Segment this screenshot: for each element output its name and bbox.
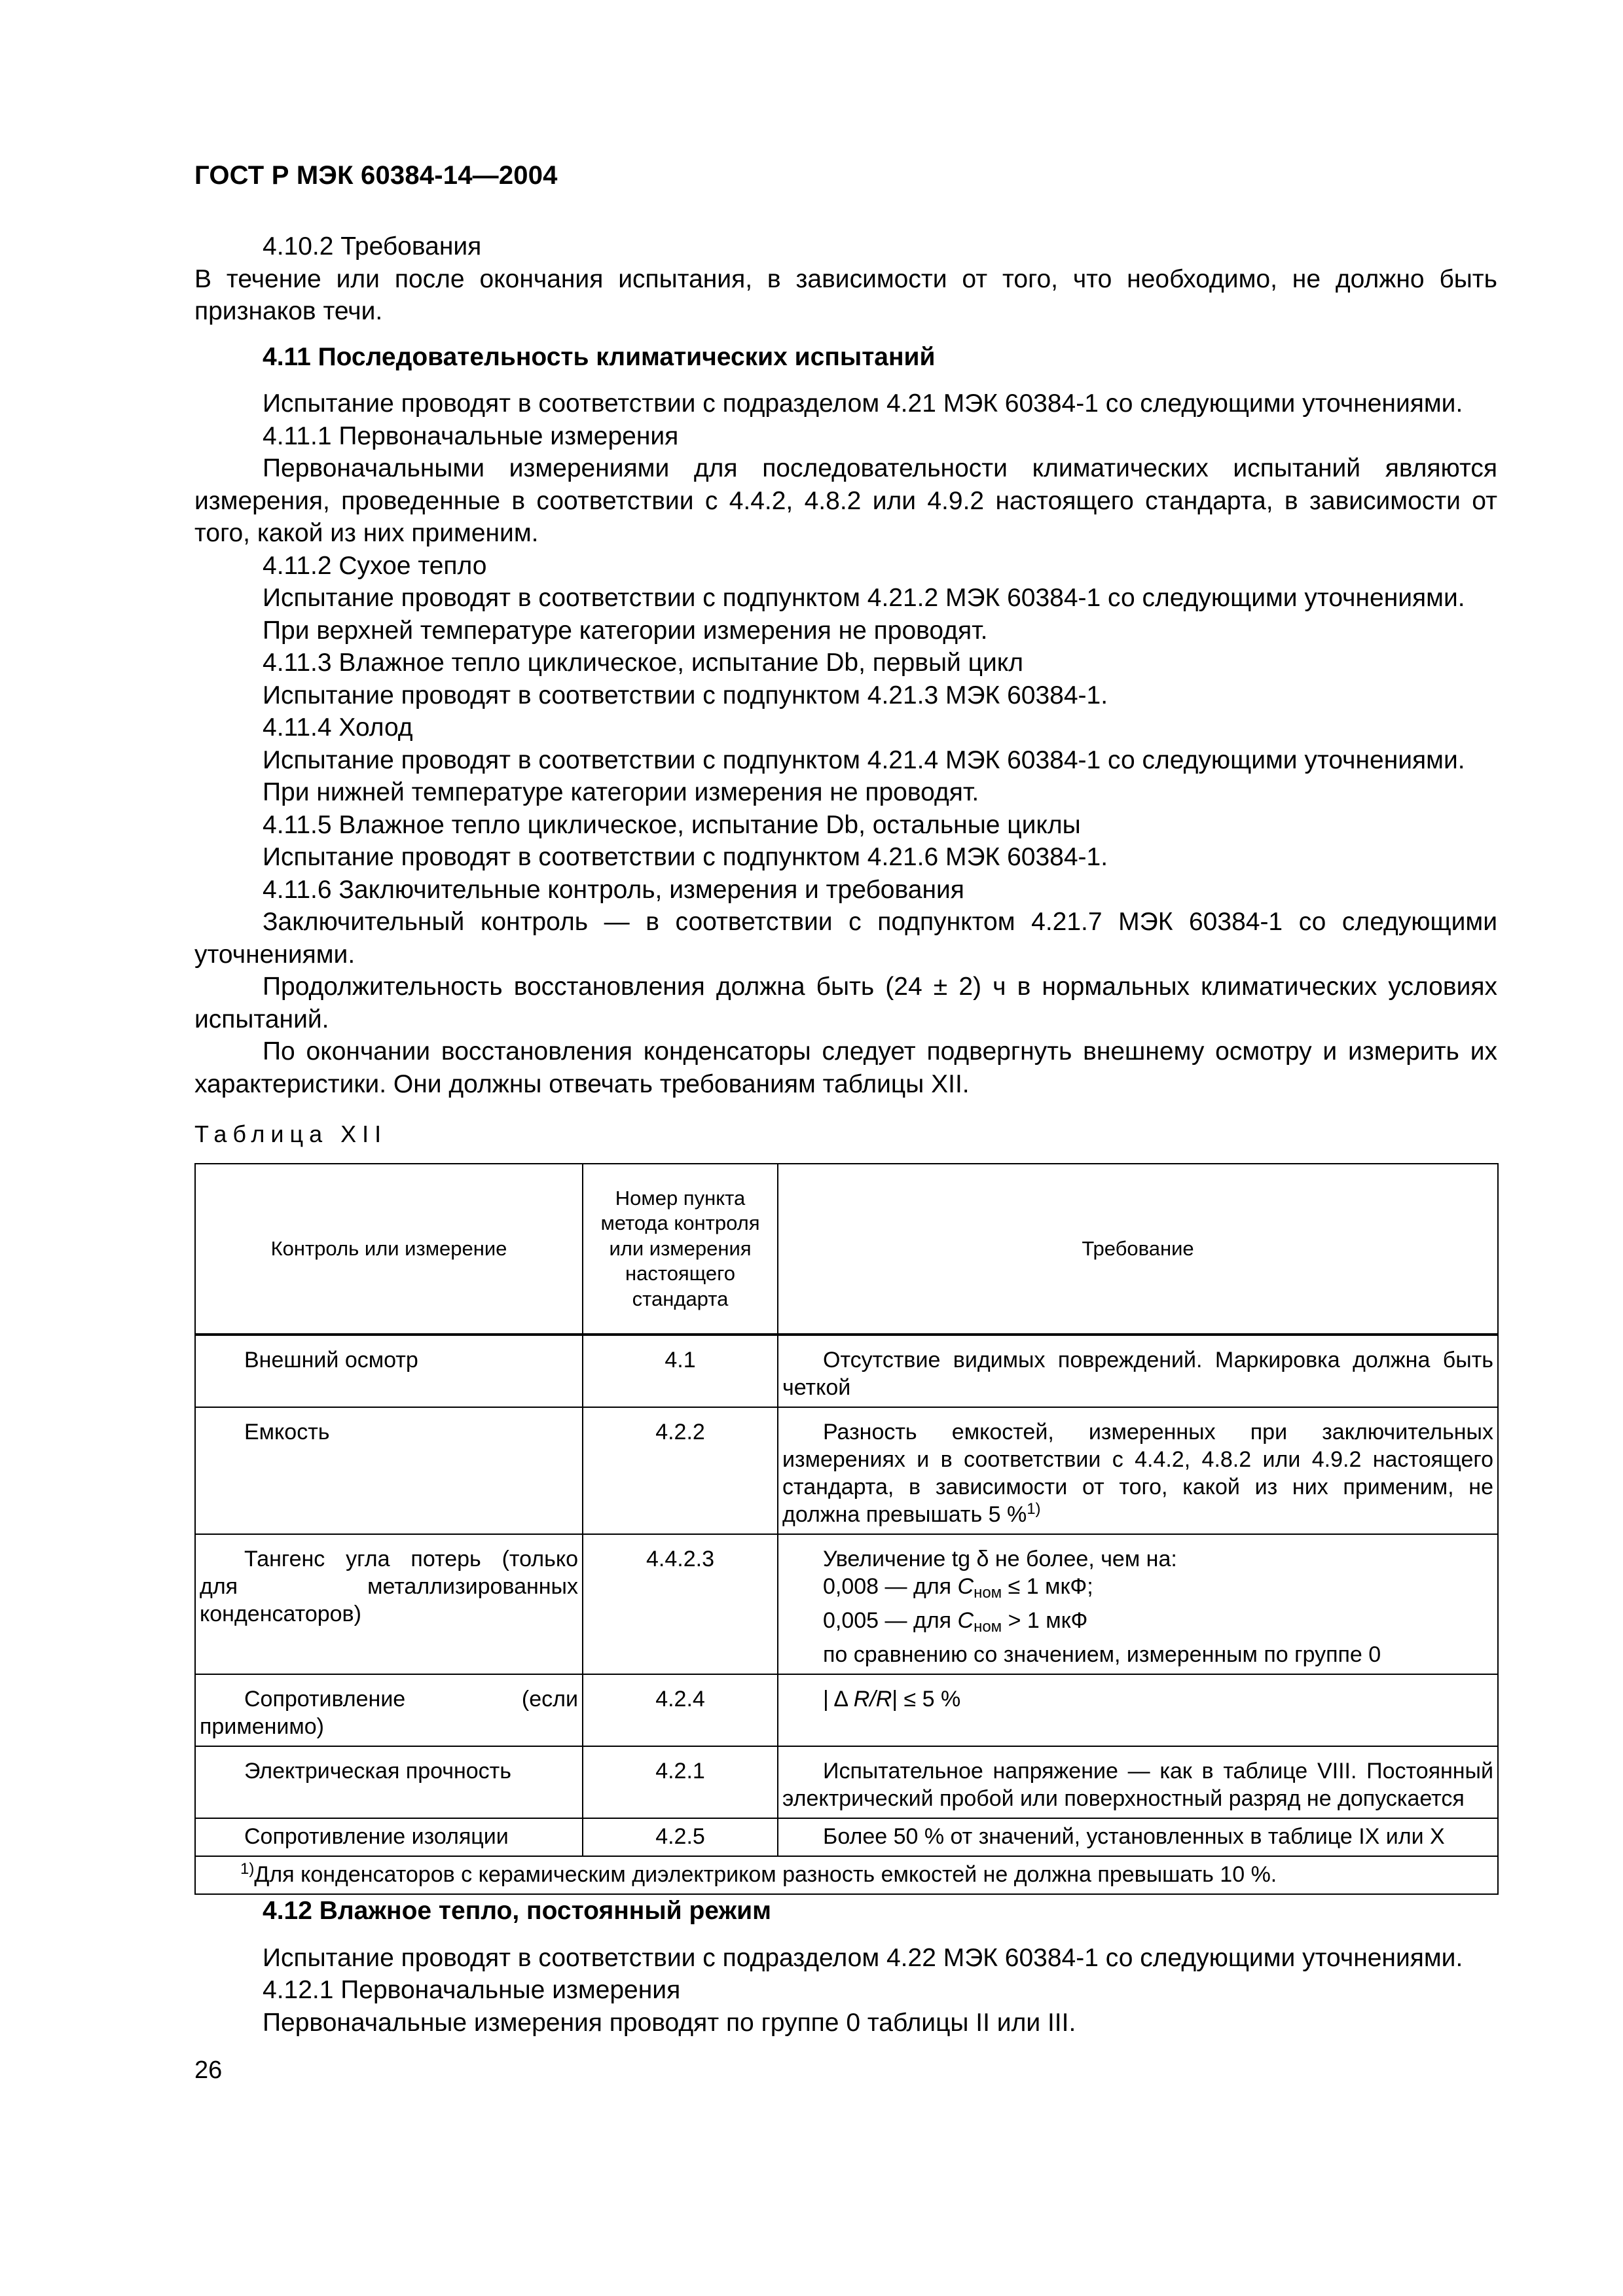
requirement-text: Разность емкостей, измеренных при заключительных измерениях и в соответствии с 4.4.2, 4.8.2 или 4.9.2 настоящего стандарта, в зависимости от того, какой из них применим, не должна превышать 5 %: [782, 1420, 1493, 1527]
requirement-line: по сравнению со значением, измеренным по группе 0: [823, 1642, 1381, 1667]
table-row: [195, 1407, 1498, 1534]
check-cell: Внешний осмотр: [195, 1335, 583, 1407]
clause-cell: 4.1: [583, 1335, 778, 1407]
clause-cell: 4.2.4: [583, 1674, 778, 1746]
table-footnote-row: [195, 1856, 1498, 1894]
paragraph: Заключительный контроль — в соответствии с подпунктом 4.21.7 МЭК 60384-1 со следующими уточнениями.: [194, 908, 1497, 969]
clause-cell: 4.2.1: [583, 1746, 778, 1818]
footnote-ref: 1): [1027, 1500, 1041, 1518]
body-text: [194, 230, 1497, 1100]
paragraph: Испытание проводят в соответствии с подпунктом 4.21.3 МЭК 60384-1.: [263, 681, 1108, 709]
requirement-cell: | Δ R/R| ≤ 5 %: [778, 1674, 1498, 1746]
standard-header: ГОСТ Р МЭК 60384-14—2004: [194, 161, 558, 190]
paragraph: Продолжительность восстановления должна быть (24 ± 2) ч в нормальных климатических условиях испытаний.: [194, 973, 1497, 1033]
page-number: 26: [194, 2056, 223, 2084]
clause-cell: 4.4.2.3: [583, 1534, 778, 1674]
paragraph: 4.11.2 Сухое тепло: [263, 551, 487, 580]
requirement-cell: [778, 1534, 1498, 1674]
check-cell: Емкость: [195, 1407, 583, 1534]
paragraph: Испытание проводят в соответствии с подразделом 4.21 МЭК 60384-1 со следующими уточнениями.: [263, 389, 1463, 418]
paragraph: В течение или после окончания испытания, в зависимости от того, что необходимо, не должно быть признаков течи.: [194, 264, 1497, 325]
section-heading: 4.12 Влажное тепло, постоянный режим: [263, 1897, 771, 1925]
paragraph: Первоначальные измерения проводят по группе 0 таблицы II или III.: [263, 2008, 1076, 2037]
table-row: [195, 1335, 1498, 1407]
requirement-text: Отсутствие видимых повреждений. Маркировка должна быть четкой: [782, 1348, 1493, 1400]
paragraph: 4.11.6 Заключительные контроль, измерения и требования: [263, 875, 964, 904]
paragraph: 4.11.3 Влажное тепло циклическое, испытание Db, первый цикл: [263, 649, 1024, 677]
paragraph: При нижней температуре категории измерения не проводят.: [263, 778, 979, 806]
table-row: [195, 1746, 1498, 1818]
check-cell: Сопротивление изоляции: [195, 1818, 583, 1856]
table-row: [195, 1534, 1498, 1674]
paragraph: Испытание проводят в соответствии с подпунктом 4.21.4 МЭК 60384-1 со следующими уточнениями.: [263, 745, 1465, 774]
section-heading: 4.11 Последовательность климатических испытаний: [263, 342, 936, 371]
column-header: Контроль или измерение: [195, 1164, 583, 1335]
table-header-row: [195, 1164, 1498, 1335]
paragraph: Испытание проводят в соответствии с подпунктом 4.21.6 МЭК 60384-1.: [263, 843, 1108, 871]
requirement-text: Испытательное напряжение — как в таблице VIII. Постоянный электрический пробой или поверхностный разряд не допускается: [782, 1759, 1493, 1811]
requirements-table: [194, 1163, 1499, 1895]
clause-cell: 4.2.2: [583, 1407, 778, 1534]
paragraph: 4.11.1 Первоначальные измерения: [263, 422, 679, 450]
table-row: [195, 1818, 1498, 1856]
requirement-cell: [778, 1407, 1498, 1534]
paragraph: 4.12.1 Первоначальные измерения: [263, 1976, 681, 2004]
requirement-line: 0,008 — для $C_{ном} \le 1$ мкФ;: [823, 1574, 1093, 1602]
column-header: Требование: [778, 1164, 1498, 1335]
paragraph: 4.10.2 Требования: [263, 232, 482, 260]
requirement-cell: [778, 1335, 1498, 1407]
table-row: [195, 1674, 1498, 1746]
requirement-cell: [778, 1818, 1498, 1856]
paragraph: По окончании восстановления конденсаторы следует подвергнуть внешнему осмотру и измерить их характеристики. Они должны отвечать требованиям таблицы XII.: [194, 1037, 1497, 1098]
paragraph: При верхней температуре категории измерения не проводят.: [263, 616, 988, 645]
requirement-intro: Увеличение tg δ не более, чем на:: [823, 1547, 1177, 1571]
column-header: Номер пункта метода контроля или измерения настоящего стандарта: [583, 1164, 778, 1335]
paragraph: Испытание проводят в соответствии с подразделом 4.22 МЭК 60384-1 со следующими уточнениями.: [263, 1943, 1463, 1972]
requirement-text: Более 50 % от значений, установленных в таблице IX или X: [823, 1824, 1445, 1849]
clause-cell: 4.2.5: [583, 1818, 778, 1856]
paragraph: Испытание проводят в соответствии с подпунктом 4.21.2 МЭК 60384-1 со следующими уточнениями.: [263, 584, 1465, 612]
table-caption: Таблица XII: [194, 1121, 388, 1147]
paragraph: Первоначальными измерениями для последовательности климатических испытаний являются измерения, проведенные в соответствии с 4.4.2, 4.8.2 или 4.9.2 настоящего стандарта, в зависимости от того, какой из них применим.: [194, 454, 1497, 547]
requirement-cell: [778, 1746, 1498, 1818]
table-footnote: $^{1)}$Для конденсаторов с керамическим диэлектриком разность емкостей не должна превышать 10 %.: [195, 1856, 1498, 1894]
requirement-line: 0,005 — для $C_{ном} > 1$ мкФ: [823, 1608, 1088, 1636]
section-4-12: [194, 1895, 1497, 2039]
paragraph: 4.11.4 Холод: [263, 713, 413, 742]
check-cell: Тангенс угла потерь (только для металлизированных конденсаторов): [195, 1534, 583, 1674]
check-cell: Электрическая прочность: [195, 1746, 583, 1818]
check-cell: Сопротивление (если применимо): [195, 1674, 583, 1746]
paragraph: 4.11.5 Влажное тепло циклическое, испытание Db, остальные циклы: [263, 810, 1081, 839]
